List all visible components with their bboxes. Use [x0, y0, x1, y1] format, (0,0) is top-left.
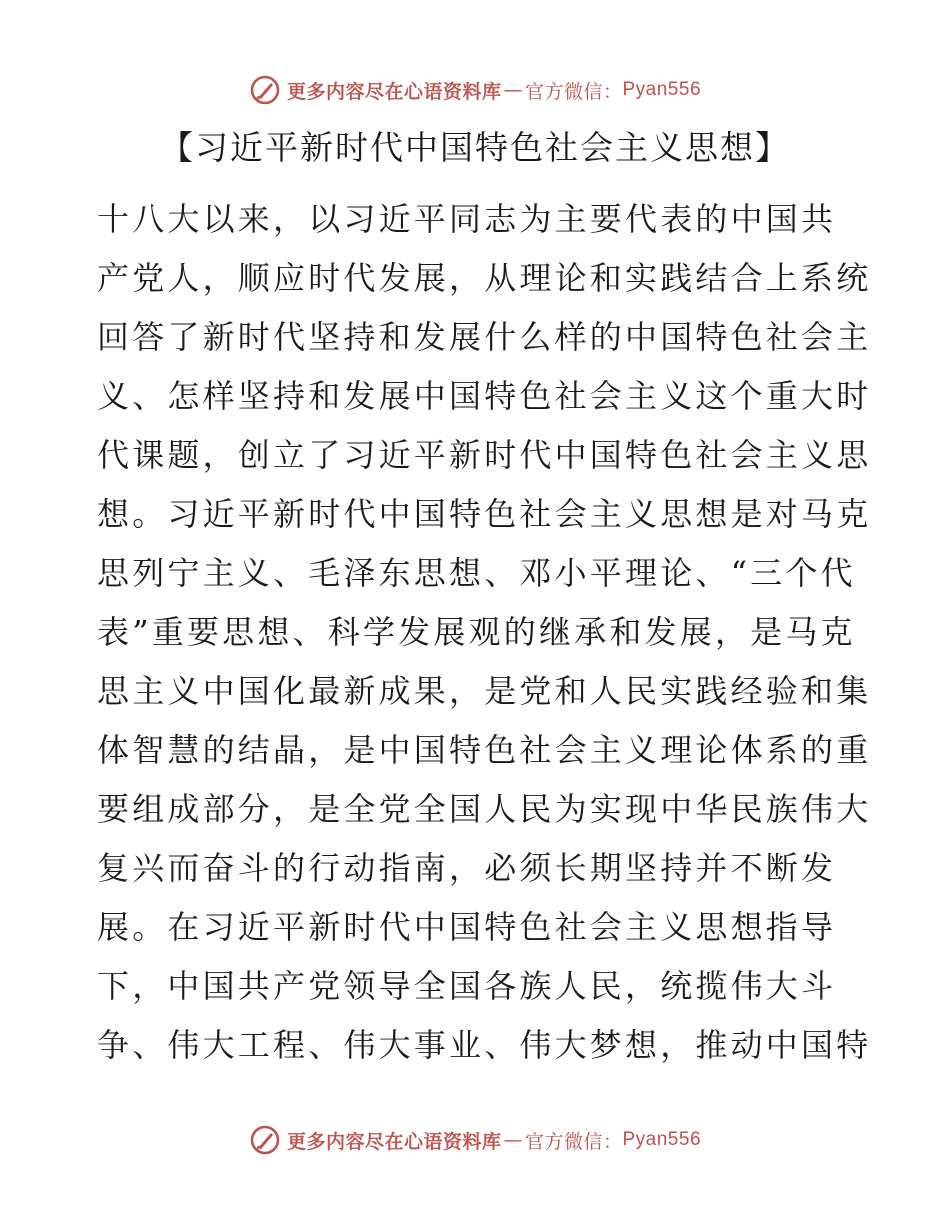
watermark-separator: — [503, 79, 523, 101]
body-line: 回答了新时代坚持和发展什么样的中国特色社会主 [97, 318, 872, 356]
body-line: 下，中国共产党领导全国各族人民，统揽伟大斗 [97, 967, 837, 1005]
watermark-contact-id: Pyan556 [622, 79, 702, 100]
body-line: 复兴而奋斗的行动指南，必须长期坚持并不断发 [97, 849, 837, 887]
watermark-contact-label: 官方微信： [524, 80, 623, 103]
watermark-separator: — [503, 1129, 523, 1151]
quill-logo-icon [249, 1124, 281, 1156]
body-line: 争、伟大工程、伟大事业、伟大梦想，推动中国特 [97, 1026, 872, 1064]
watermark-header [0, 70, 950, 110]
body-line: 产党人，顺应时代发展，从理论和实践结合上系统 [97, 259, 872, 297]
watermark-main-text: 更多内容尽在心语资料库 [286, 80, 502, 103]
watermark-contact-label: 官方微信： [524, 1130, 623, 1153]
watermark-contact-id: Pyan556 [622, 1129, 702, 1150]
document-body [97, 190, 872, 1075]
body-line: 体智慧的结晶，是中国特色社会主义理论体系的重 [97, 731, 872, 769]
body-line: 思主义中国化最新成果，是党和人民实践经验和集 [97, 672, 872, 710]
body-line: 想。习近平新时代中国特色社会主义思想是对马克 [97, 495, 872, 533]
body-line: 思列宁主义、毛泽东思想、邓小平理论、“三个代 [97, 554, 856, 592]
body-line: 义、怎样坚持和发展中国特色社会主义这个重大时 [97, 377, 872, 415]
body-line: 表”重要思想、科学发展观的继承和发展，是马克 [97, 613, 856, 651]
watermark-main-text: 更多内容尽在心语资料库 [286, 1130, 502, 1153]
watermark-footer [0, 1120, 950, 1160]
quill-logo-icon [249, 74, 281, 106]
body-line: 代课题，创立了习近平新时代中国特色社会主义思 [97, 436, 872, 474]
body-line: 展。在习近平新时代中国特色社会主义思想指导 [97, 908, 837, 946]
body-line: 十八大以来，以习近平同志为主要代表的中国共 [97, 200, 837, 238]
body-line: 要组成部分，是全党全国人民为实现中华民族伟大 [97, 790, 872, 828]
document-title: 【习近平新时代中国特色社会主义思想】 [160, 128, 790, 167]
